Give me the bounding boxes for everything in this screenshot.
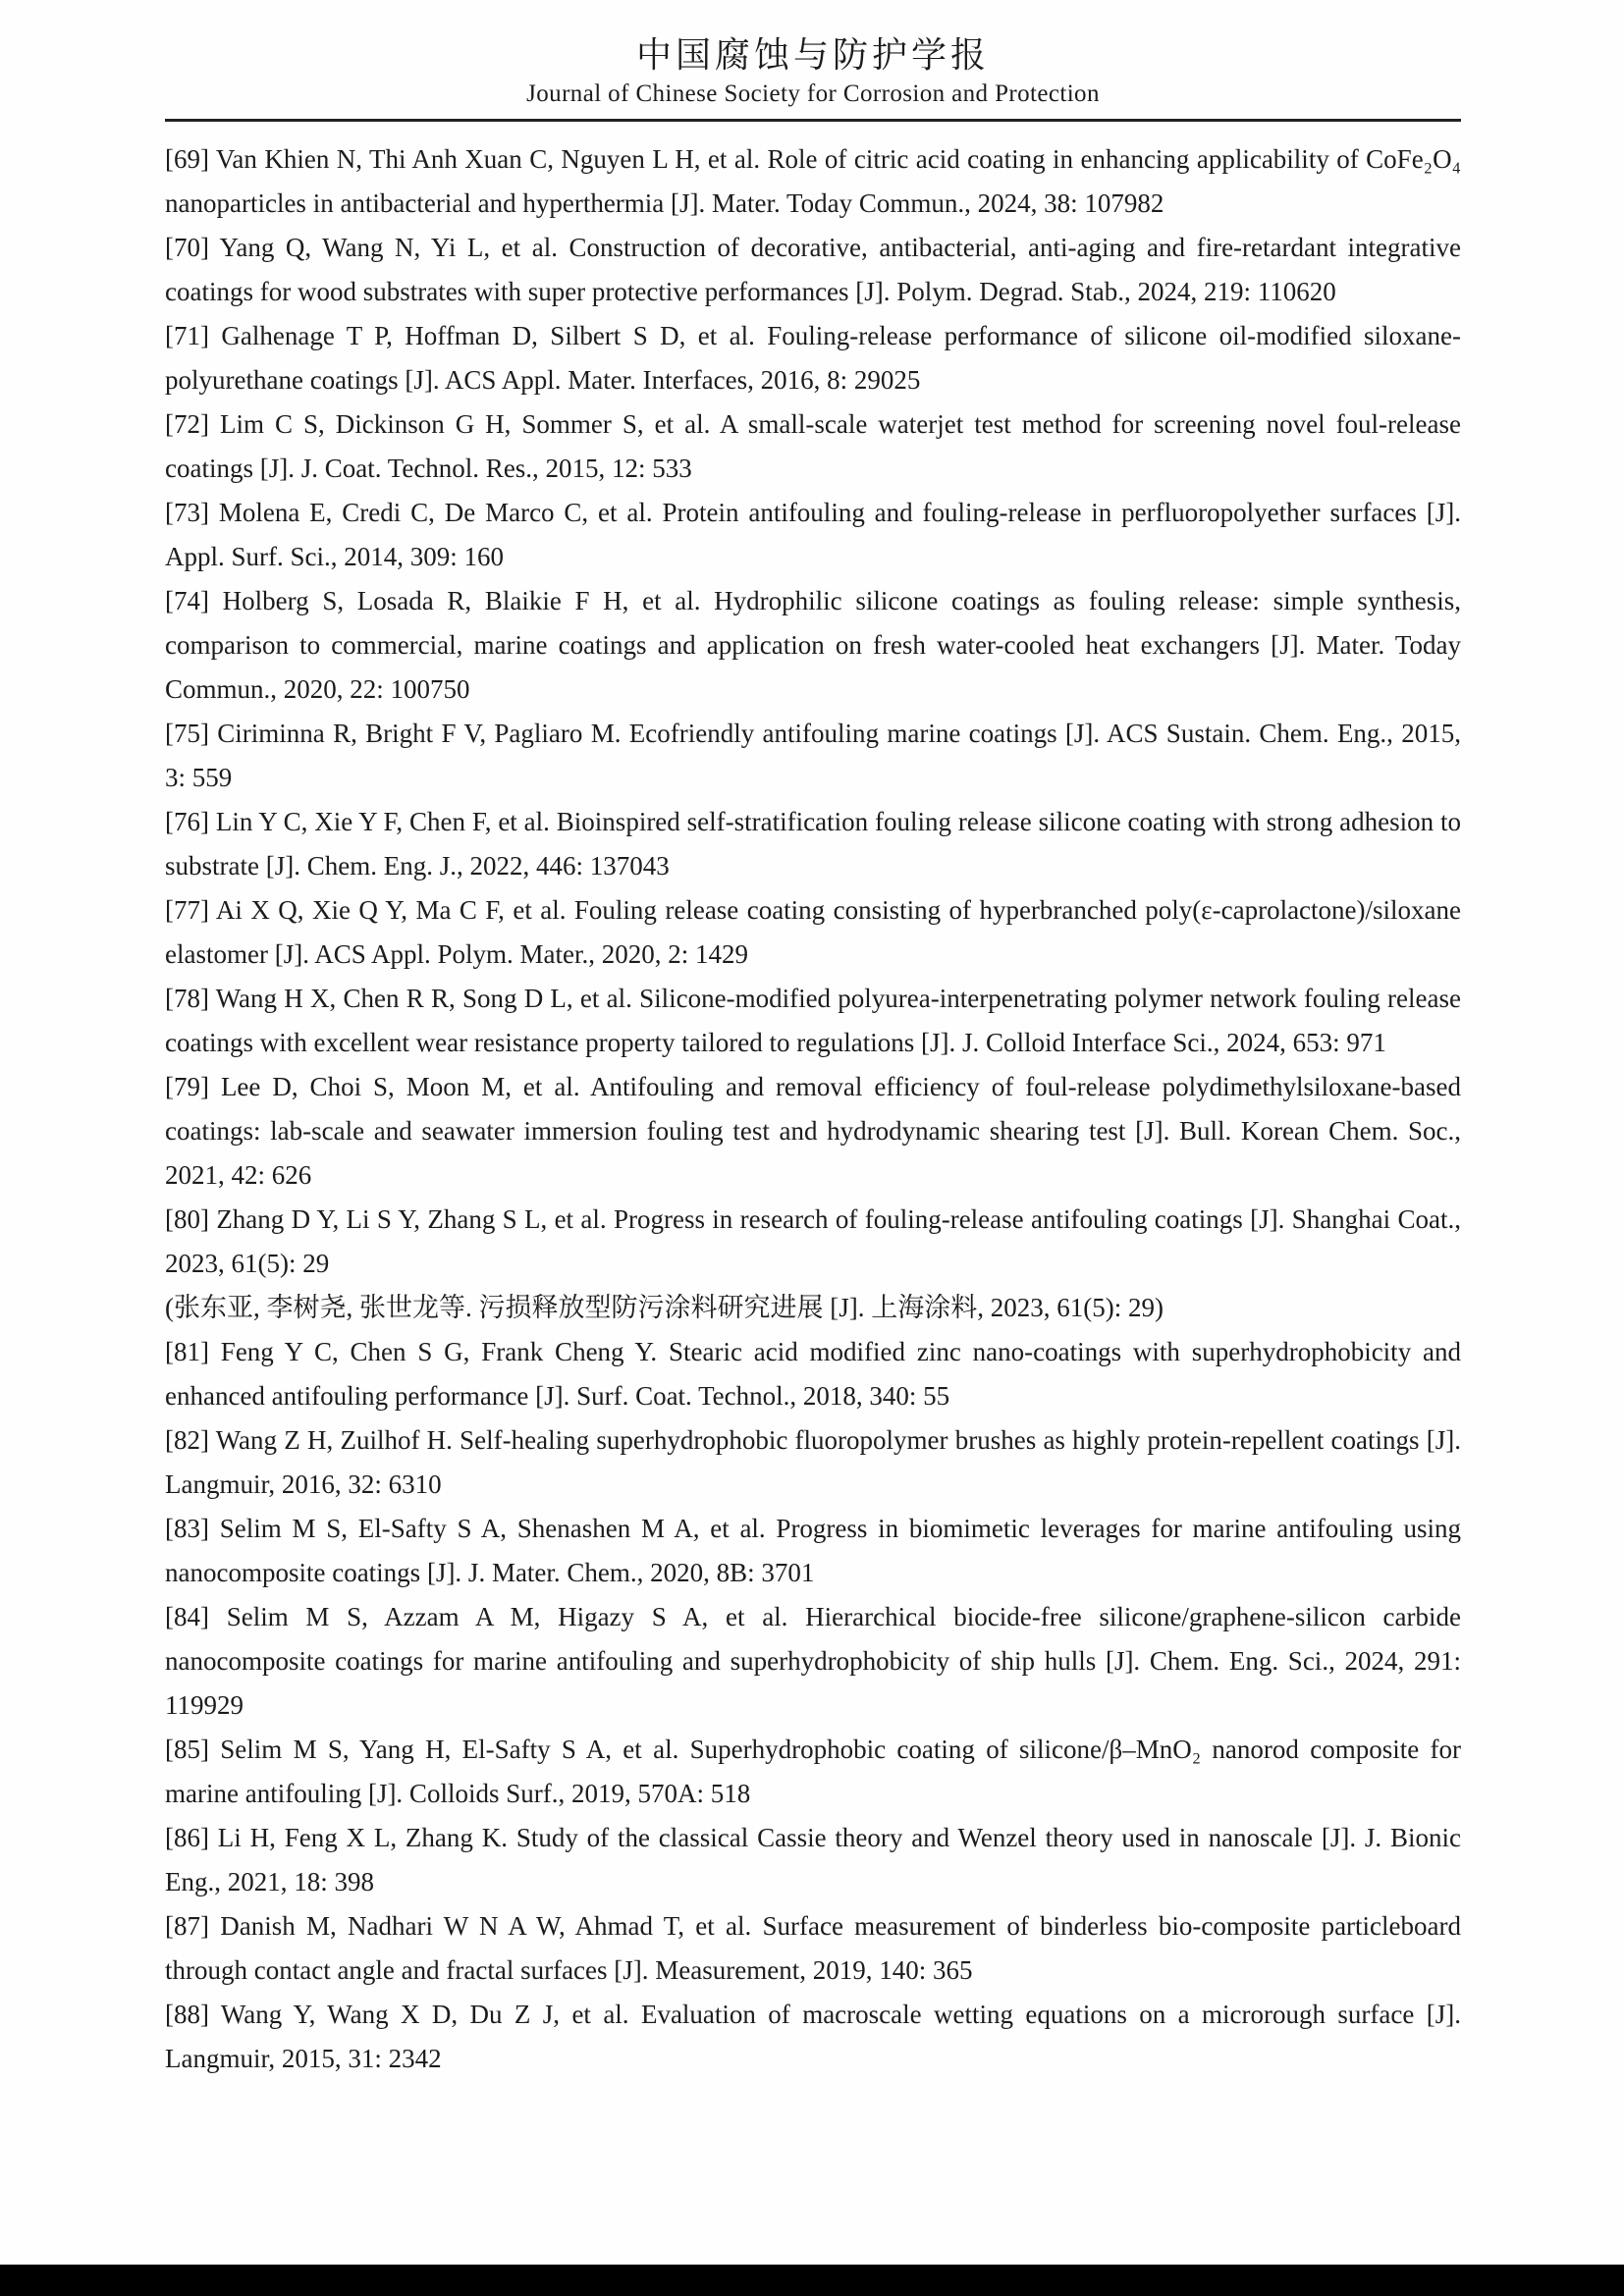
journal-title-english: Journal of Chinese Society for Corrosion and Protection	[526, 80, 1100, 107]
reference-text: Lim C S, Dickinson G H, Sommer S, et al. A small-scale waterjet test method for screening novel foul-release coatings [J]. J. Coat. Technol. Res., 2015, 12: 533	[165, 409, 1461, 483]
reference-text: Molena E, Credi C, De Marco C, et al. Protein antifouling and fouling-release in perfluoropolyether surfaces [J]. Appl. Surf. Sci., 2014, 309: 160	[165, 498, 1461, 571]
reference-item	[165, 1728, 1461, 1816]
reference-number: [87]	[165, 1911, 209, 1941]
reference-text: Wang Y, Wang X D, Du Z J, et al. Evaluation of macroscale wetting equations on a microrough surface [J]. Langmuir, 2015, 31: 2342	[165, 2000, 1461, 2073]
reference-number: [86]	[165, 1823, 209, 1852]
reference-number: [76]	[165, 807, 209, 836]
reference-number: [79]	[165, 1072, 209, 1101]
reference-text: Zhang D Y, Li S Y, Zhang S L, et al. Progress in research of fouling-release antifouling coatings [J]. Shanghai Coat., 2023, 61(5): 29	[165, 1204, 1461, 1278]
reference-number: [78]	[165, 984, 209, 1013]
reference-item	[165, 712, 1461, 800]
reference-item	[165, 1993, 1461, 2081]
reference-chinese-translation: (张东亚, 李树尧, 张世龙等. 污损释放型防污涂料研究进展 [J]. 上海涂料, 2023, 61(5): 29)	[165, 1293, 1164, 1322]
reference-item	[165, 1595, 1461, 1728]
reference-text: Ciriminna R, Bright F V, Pagliaro M. Ecofriendly antifouling marine coatings [J]. ACS Sustain. Chem. Eng., 2015, 3: 559	[165, 719, 1461, 792]
reference-text: Danish M, Nadhari W N A W, Ahmad T, et al. Surface measurement of binderless bio-composite particleboard through contact angle and fractal surfaces [J]. Measurement, 2019, 140: 365	[165, 1911, 1461, 1985]
reference-number: [71]	[165, 321, 209, 350]
reference-number: [84]	[165, 1602, 209, 1631]
reference-text: Li H, Feng X L, Zhang K. Study of the classical Cassie theory and Wenzel theory used in nanoscale [J]. J. Bionic Eng., 2021, 18: 398	[165, 1823, 1461, 1896]
reference-item	[165, 1904, 1461, 1993]
reference-number: [80]	[165, 1204, 209, 1234]
reference-text: Ai X Q, Xie Q Y, Ma C F, et al. Fouling release coating consisting of hyperbranched poly(ε-caprolactone)/siloxane elastomer [J]. ACS Appl. Polym. Mater., 2020, 2: 1429	[165, 895, 1461, 969]
reference-text: Wang H X, Chen R R, Song D L, et al. Silicone-modified polyurea-interpenetrating polymer network fouling release coatings with excellent wear resistance property tailored to regulations [J]. J. Colloid Interface Sci., 2024, 653: 971	[165, 984, 1461, 1057]
reference-item	[165, 1507, 1461, 1595]
reference-text: Selim M S, Azzam A M, Higazy S A, et al. Hierarchical biocide-free silicone/graphene-silicon carbide nanocomposite coatings for marine antifouling and superhydrophobicity of ship hulls [J]. Chem. Eng. Sci., 2024, 291: 119929	[165, 1602, 1461, 1720]
reference-number: [69]	[165, 144, 209, 174]
reference-text: Yang Q, Wang N, Yi L, et al. Construction of decorative, antibacterial, anti-aging and fire-retardant integrative coatings for wood substrates with super protective performances [J]. Polym. Degrad. Stab., 2024, 219: 110620	[165, 233, 1461, 306]
reference-item	[165, 1065, 1461, 1198]
reference-number: [70]	[165, 233, 209, 262]
reference-item	[165, 1198, 1461, 1286]
reference-text: Wang Z H, Zuilhof H. Self-healing superhydrophobic fluoropolymer brushes as highly protein-repellent coatings [J]. Langmuir, 2016, 32: 6310	[165, 1425, 1461, 1499]
reference-number: [85]	[165, 1735, 209, 1764]
reference-item	[165, 137, 1461, 226]
reference-item	[165, 888, 1461, 977]
journal-title-chinese: 中国腐蚀与防护学报	[635, 35, 990, 75]
reference-item	[165, 1418, 1461, 1507]
reference-item	[165, 800, 1461, 888]
reference-text: Selim M S, El-Safty S A, Shenashen M A, et al. Progress in biomimetic leverages for marine antifouling using nanocomposite coatings [J]. J. Mater. Chem., 2020, 8B: 3701	[165, 1514, 1461, 1587]
reference-text: Holberg S, Losada R, Blaikie F H, et al. Hydrophilic silicone coatings as fouling release: simple synthesis, comparison to commercial, marine coatings and application on fresh water-cooled heat exchangers [J]. Mater. Today Commun., 2020, 22: 100750	[165, 586, 1461, 704]
reference-text: Van Khien N, Thi Anh Xuan C, Nguyen L H, et al. Role of citric acid coating in enhancing applicability of CoFe₂O₄ nanoparticles in antibacterial and hyperthermia [J]. Mater. Today Commun., 2024, 38: 107982	[165, 144, 1461, 218]
reference-number: [75]	[165, 719, 209, 748]
reference-number: [81]	[165, 1337, 209, 1366]
reference-list	[165, 137, 1461, 2081]
reference-number: [88]	[165, 2000, 209, 2029]
reference-number: [72]	[165, 409, 209, 439]
reference-text: Lin Y C, Xie Y F, Chen F, et al. Bioinspired self-stratification fouling release silicone coating with strong adhesion to substrate [J]. Chem. Eng. J., 2022, 446: 137043	[165, 807, 1461, 881]
reference-item	[165, 226, 1461, 314]
reference-number: [74]	[165, 586, 209, 615]
reference-number: [73]	[165, 498, 209, 527]
reference-text: Feng Y C, Chen S G, Frank Cheng Y. Stearic acid modified zinc nano-coatings with superhydrophobicity and enhanced antifouling performance [J]. Surf. Coat. Technol., 2018, 340: 55	[165, 1337, 1461, 1411]
reference-number: [83]	[165, 1514, 209, 1543]
reference-item	[165, 1330, 1461, 1418]
reference-item	[165, 977, 1461, 1065]
reference-item	[165, 579, 1461, 712]
reference-text: Selim M S, Yang H, El-Safty S A, et al. Superhydrophobic coating of silicone/β–MnO₂ nanorod composite for marine antifouling [J]. Colloids Surf., 2019, 570A: 518	[165, 1735, 1461, 1808]
reference-number: [77]	[165, 895, 209, 925]
reference-item	[165, 491, 1461, 579]
journal-header	[165, 33, 1461, 122]
reference-item	[165, 314, 1461, 402]
header-divider	[165, 119, 1461, 122]
reference-number: [82]	[165, 1425, 209, 1455]
reference-item	[165, 1816, 1461, 1904]
reference-text: Galhenage T P, Hoffman D, Silbert S D, et al. Fouling-release performance of silicone oil-modified siloxane-polyurethane coatings [J]. ACS Appl. Mater. Interfaces, 2016, 8: 29025	[165, 321, 1461, 395]
scan-footer-bar	[0, 2265, 1624, 2296]
reference-text: Lee D, Choi S, Moon M, et al. Antifouling and removal efficiency of foul-release polydimethylsiloxane-based coatings: lab-scale and seawater immersion fouling test and hydrodynamic shearing test [J]. Bull. Korean Chem. Soc., 2021, 42: 626	[165, 1072, 1461, 1190]
reference-item	[165, 402, 1461, 491]
